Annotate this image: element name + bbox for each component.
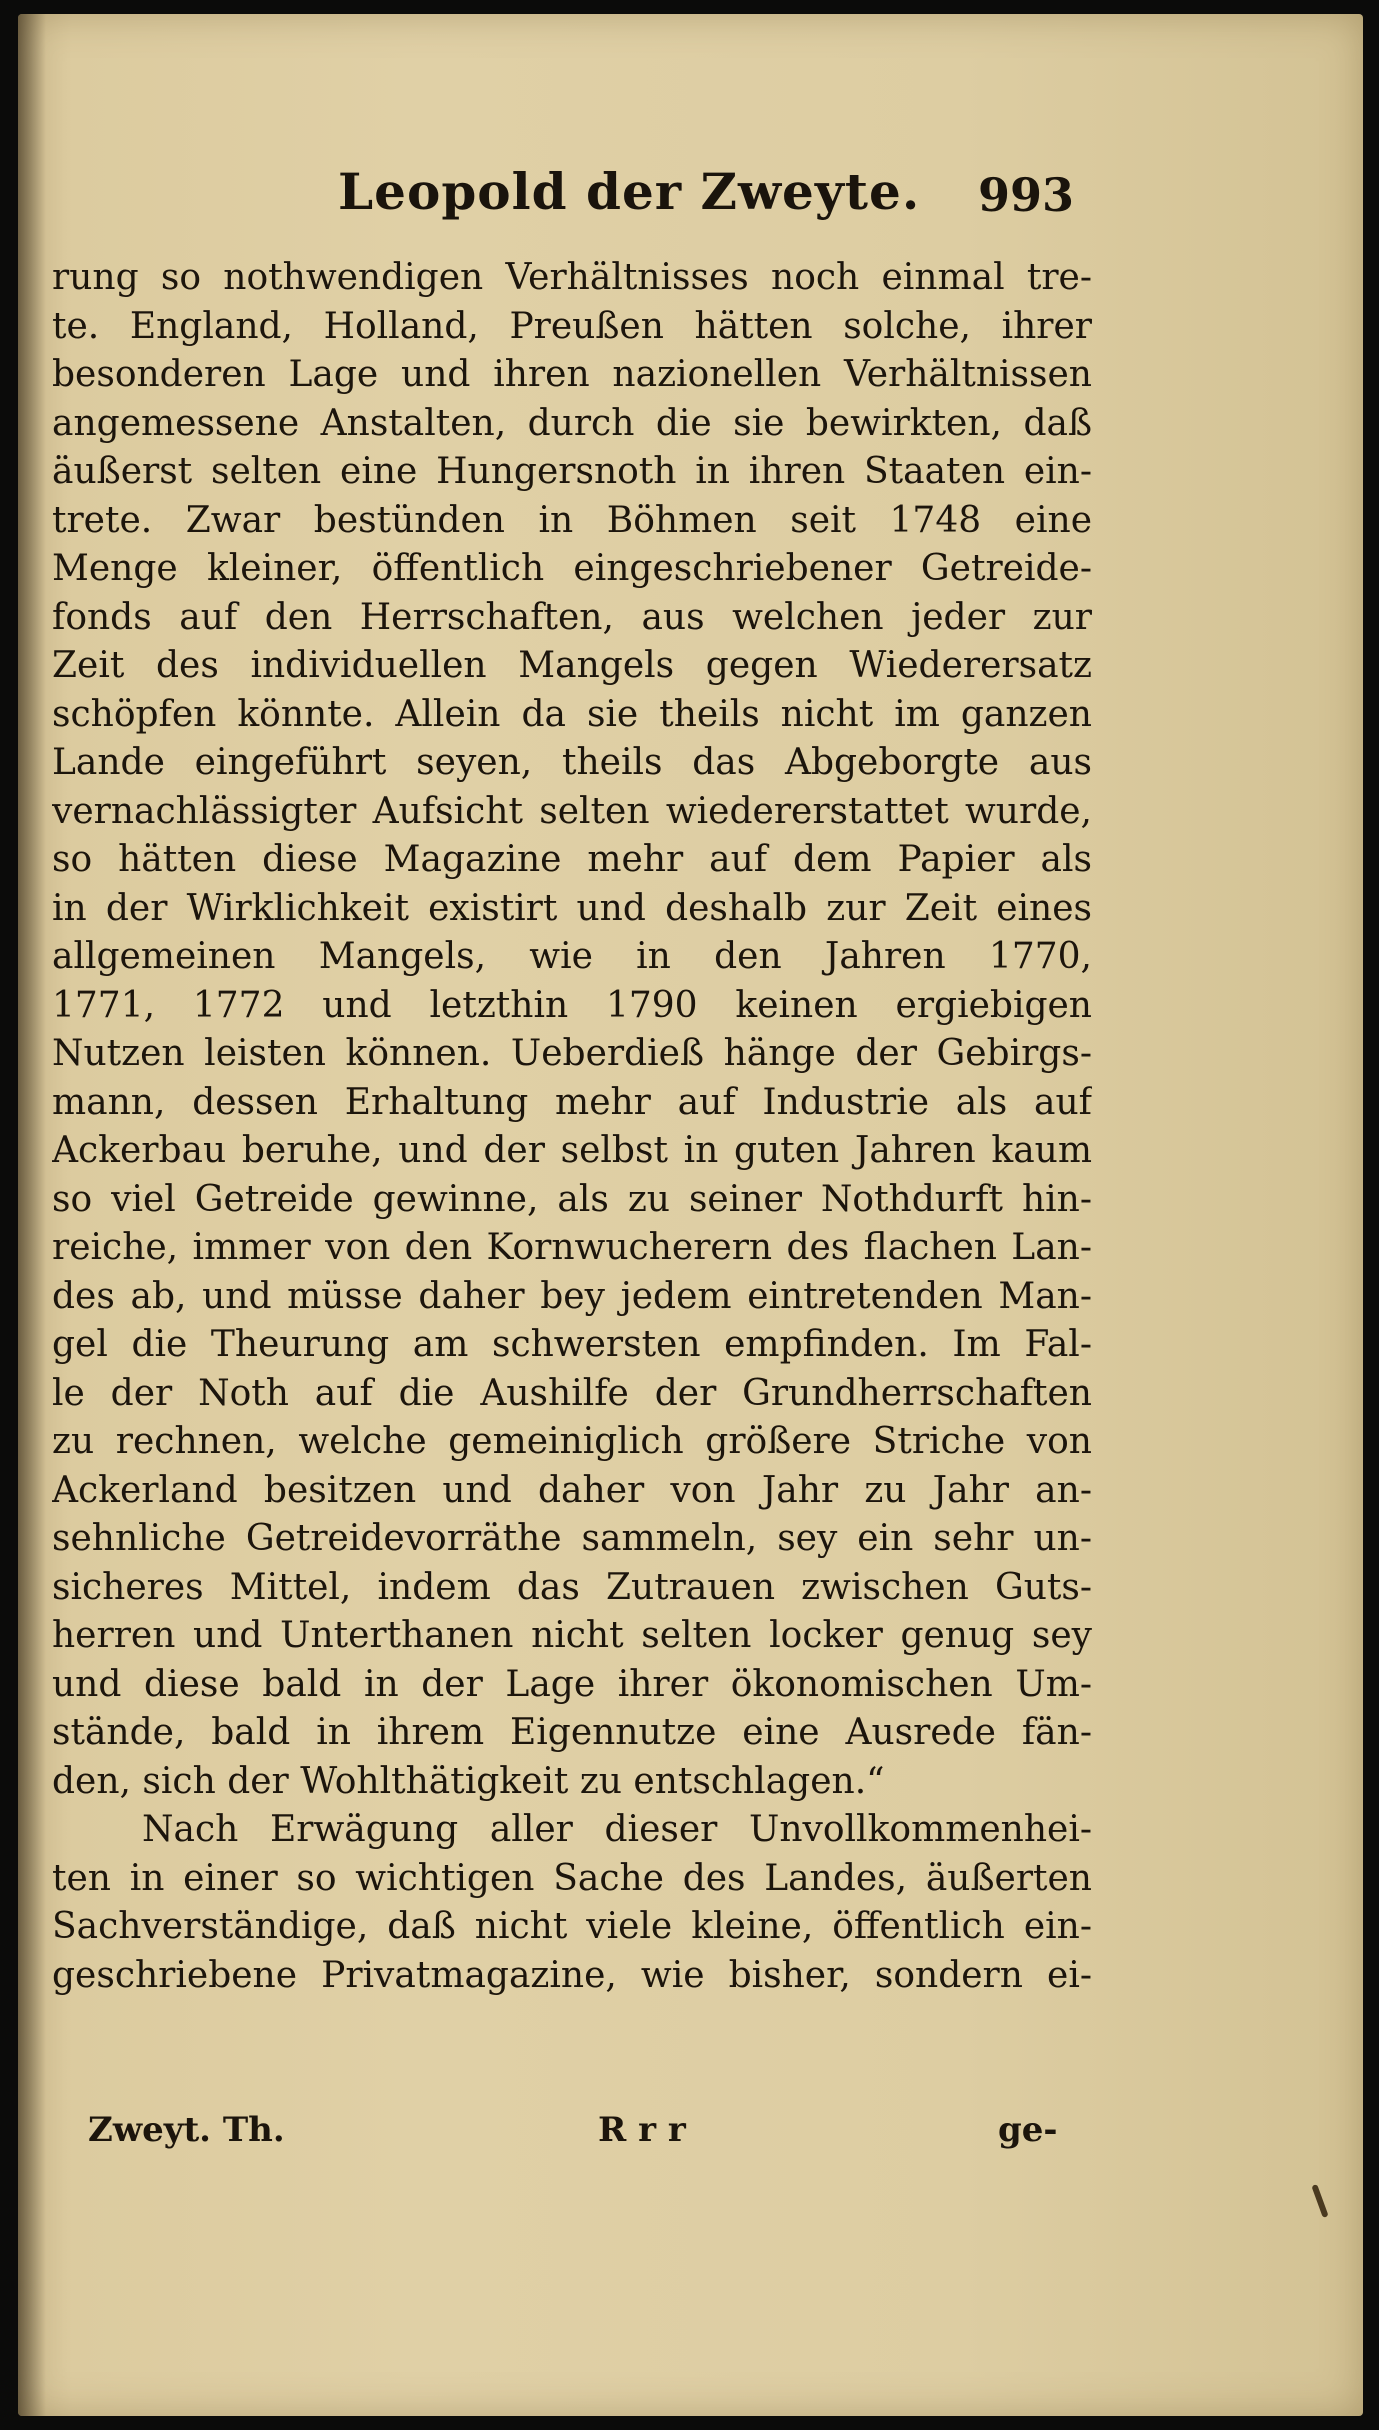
catchword: ge- bbox=[998, 2110, 1058, 2150]
gutter-shadow bbox=[18, 14, 46, 2416]
text-line: zu rechnen, welche gemeiniglich größere Striche von bbox=[52, 1421, 1092, 1462]
text-line: sehnliche Getreidevorräthe sammeln, sey ein sehr un- bbox=[52, 1518, 1092, 1559]
text-line: le der Noth auf die Aushilfe der Grundherrschaften bbox=[52, 1372, 1092, 1414]
text-line: 1771, 1772 und letzthin 1790 keinen ergiebigen bbox=[52, 984, 1092, 1026]
text-line: Menge kleiner, öffentlich eingeschriebener Getreide- bbox=[52, 548, 1092, 589]
text-line: besonderen Lage und ihren nazionellen Verhältnissen bbox=[52, 354, 1092, 395]
text-line: so viel Getreide gewinne, als zu seiner Nothdurft hin- bbox=[52, 1178, 1092, 1220]
signature-author: Zweyt. Th. bbox=[88, 2110, 285, 2150]
text-line: fonds auf den Herrschaften, aus welchen jeder zur bbox=[52, 596, 1092, 638]
text-line: reiche, immer von den Kornwucherern des flachen Lan- bbox=[52, 1227, 1092, 1268]
text-line: vernachlässigter Aufsicht selten wiedererstattet wurde, bbox=[52, 790, 1092, 832]
text-line: den, sich der Wohlthätigkeit zu entschlagen.“ bbox=[52, 1760, 885, 1802]
text-line: te. England, Holland, Preußen hätten solche, ihrer bbox=[52, 305, 1092, 347]
text-line: in der Wirklichkeit existirt und deshalb zur Zeit eines bbox=[52, 887, 1092, 929]
page-number: 993 bbox=[978, 168, 1075, 222]
ink-mark bbox=[1311, 2184, 1328, 2218]
text-line: schöpfen könnte. Allein da sie theils nicht im ganzen bbox=[52, 693, 1092, 735]
text-line: Ackerland besitzen und daher von Jahr zu Jahr an- bbox=[52, 1469, 1092, 1511]
text-line: Zeit des individuellen Mangels gegen Wiederersatz bbox=[52, 645, 1092, 686]
running-title: Leopold der Zweyte. bbox=[338, 162, 921, 221]
text-line: trete. Zwar bestünden in Böhmen seit 1748 eine bbox=[52, 499, 1092, 541]
text-line: Nutzen leisten können. Ueberdieß hänge der Gebirgs- bbox=[52, 1033, 1092, 1074]
text-line: angemessene Anstalten, durch die sie bewirkten, daß bbox=[52, 402, 1092, 444]
text-line: herren und Unterthanen nicht selten locker genug sey bbox=[52, 1615, 1092, 1656]
page-header bbox=[48, 162, 1108, 232]
text-line: gel die Theurung am schwersten empfinden. Im Fal- bbox=[52, 1324, 1092, 1365]
text-line: und diese bald in der Lage ihrer ökonomischen Um- bbox=[52, 1663, 1092, 1705]
text-line: stände, bald in ihrem Eigennutze eine Ausrede fän- bbox=[52, 1712, 1092, 1753]
text-line: sicheres Mittel, indem das Zutrauen zwischen Guts- bbox=[52, 1566, 1092, 1608]
text-line: Ackerbau beruhe, und der selbst in guten Jahren kaum bbox=[52, 1130, 1092, 1171]
text-line: Lande eingeführt seyen, theils das Abgeborgte aus bbox=[52, 742, 1092, 783]
body-text bbox=[52, 254, 1092, 2000]
text-line: Nach Erwägung aller dieser Unvollkommenhei- bbox=[142, 1809, 1092, 1850]
text-line: Sachverständige, daß nicht viele kleine, öffentlich ein- bbox=[52, 1906, 1092, 1947]
text-line: geschriebene Privatmagazine, wie bisher, sondern ei- bbox=[52, 1954, 1092, 1996]
page-footer bbox=[58, 2110, 1098, 2160]
signature-mark: R r r bbox=[598, 2110, 686, 2150]
text-line: ten in einer so wichtigen Sache des Landes, äußerten bbox=[52, 1857, 1092, 1899]
text-line: äußerst selten eine Hungersnoth in ihren Staaten ein- bbox=[52, 451, 1092, 492]
text-line: des ab, und müsse daher bey jedem eintretenden Man- bbox=[52, 1275, 1092, 1317]
text-line: rung so nothwendigen Verhältnisses noch einmal tre- bbox=[52, 257, 1092, 298]
book-page bbox=[18, 14, 1363, 2416]
text-line: so hätten diese Magazine mehr auf dem Papier als bbox=[52, 839, 1092, 880]
text-line: allgemeinen Mangels, wie in den Jahren 1770, bbox=[52, 936, 1092, 977]
text-line: mann, dessen Erhaltung mehr auf Industrie als auf bbox=[52, 1081, 1092, 1123]
